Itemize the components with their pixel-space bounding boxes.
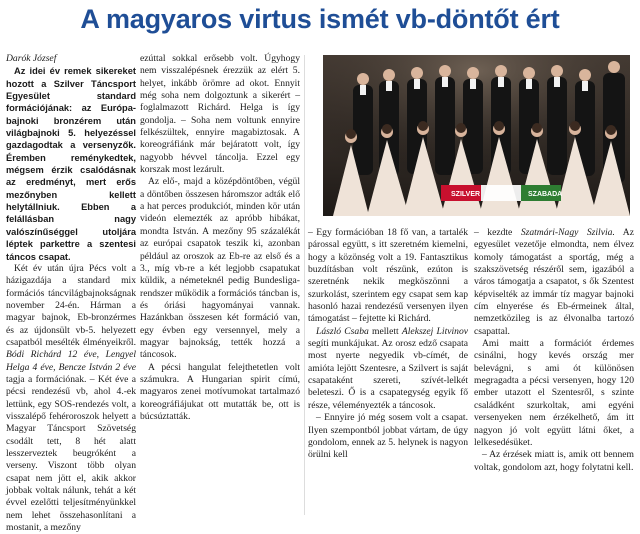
- body-paragraph: László Csaba mellett Alekszej Litvinov segíti munkájukat. Az orosz edző csapata most nyerte negyedik vb-címét, de amióta lejött Szentesre, a Szilvert is saját csapataként szereti, szívét-lelkét beleteszi. Ő is a csapategység egyik fő része, véleményezték a táncosok.: [308, 325, 469, 411]
- byline: Darók József: [6, 53, 57, 64]
- dancers-illustration: [323, 55, 630, 216]
- body-paragraph: A pécsi hangulat felejthetetlen volt számukra. A Hungarian spirit címú, magyaros zenei motívumokat tartalmazó koreográfiájukat ott mutatták be, ott is búcsúztatták.: [140, 361, 300, 422]
- column-divider: [304, 55, 305, 515]
- body-paragraph: – Az érzések miatt is, amik ott bennem voltak, gondolom azt, hogy folytatni kell.: [474, 449, 634, 473]
- article-column-2: [140, 53, 300, 423]
- lead-paragraph: Az idei év remek sikereket hozott a Szilver Táncsport Egyesület standard formációjának: az Európa-bajnoki bronzérem után világbajnoki 5. helyezéssel gazdagodtak a versenyzők. Éremben reménykedtek, mégsem érzik csalódásnak az eredményt, mert erős mezőnyben kellett helytállniuk. Ebben a felállásban nagy valószínűséggel utoljára léptek parkettre a szentesi táncos csapat.: [6, 66, 136, 262]
- banner-text-left: SZILVER: [451, 191, 481, 198]
- body-paragraph: Két év után újra Pécs volt a házigazdája a standard mix formációs táncvilágbajnokságnak november 24-én. Hárman a magyar bajnok, Eb-bronzérmes és az újdonsült vb-5. helyezett csapatból mesélték élményeikről. Bódi Richárd 12 éve, Lengyel Helga 4 éve, Bencze István 2 éve tagja a formációnak. – Két éve a pécsi rendezésű vb, ahol 4.-ek lettünk, egy SOS-rendezés volt, a visszalépő fehéroroszok helyett a Magyar Táncsport Szövetség csodált tett, 8 hét alatt lesszerveztek beugróként a verseny. Viszont több olyan csapat nem jött el, akik akkor jobbak voltak nálunk, tehát a két évvel ezelőtti teljesítményünkkel nem lehet összehasonlítani a mostanit, a mezőny: [6, 262, 136, 534]
- body-paragraph: Ami maitt a formációt érdemes csinálni, hogy kevés ország mer belevágni, s ami ót különösen megragadta a pécsi versenyen, hogy 120 ember utazott el Szentesről, s szinte családként szurkoltak, ami egyéni versenyeken nem érzékelhető, ám itt nagyon jó volt együtt látni őket, a lelkesedésüket.: [474, 338, 634, 448]
- article-column-3: [308, 227, 468, 462]
- article-column-4: [474, 227, 634, 474]
- body-paragraph: Az elő-, majd a középdöntőben, végül a döntőben összesen háromszor adták elő a hat perces produkciót, minden kör után videón elemezték az apróbb hibákat, mondta István. A mezőny 95 százalékát az európai csapatok teszik ki, azonban például az oroszok az Eb-re az első és a 3., míg vb-re a két legjobb csapatukat küldik, a németeknél pedig Bundesliga-rendszer működik a formációs táncban is, és óriási hagyományai vannak. Hazánkban összesen két formáció van, egy évben egy versennyel, mely a magyar bajnokság, tették hozzá a táncosok.: [140, 176, 300, 361]
- team-photo: [323, 55, 630, 216]
- article-column-1: [6, 53, 136, 534]
- body-paragraph: – Egy formációban 18 fő van, a tartalék párossal együtt, s itt szeretném kiemelni, hogy a közönség volt a 19. Fantasztikus buzdításban volt részünk, ezúton is szeretnénk nekik megköszönni a szurkolást, szerintem egy csapat sem kap hasonló hazai rendezésű versenyen ilyen támogatást – fejtette ki Richárd.: [308, 227, 468, 325]
- headline: A magyaros virtus ismét vb-döntőt ért: [80, 4, 560, 34]
- banner-text-right: SZABADA: [528, 191, 563, 198]
- body-paragraph: – Ennyire jó még sosem volt a csapat. Ilyen szempontból jobbat vártam, de úgy gondolom, ennek az 5. helynek is nagyon örülni kell: [308, 412, 468, 461]
- body-paragraph: ezúttal sokkal erősebb volt. Úgyhogy nem visszalépésnek érezzük az elért 5. helyet, inkább örömre ad okot. Ennyit még soha nem dolgoztunk a sikerért – foglalmazott Richárd. Helga is így gondolja. – Soha nem voltunk ennyire felkészültek, ennyire magabiztosak. A koreográfiánk már bejáratott volt, így nagyobb hévvel táncolja. Ezzel egy korszak most lezárult.: [140, 53, 300, 176]
- body-paragraph: – kezdte Szatmári-Nagy Szilvia. Az egyesület vezetője elmondta, nem élvez komoly támogatást a sportág, még a szakszövetség részéről sem, igazából a város támogatja a csapatot, s ők Szentest képviselték az immár tíz magyar bajnoki cím elnyerése és Eb-érmeinek által, nemzetközileg is az élvonalba tartozó csapattal.: [474, 227, 634, 337]
